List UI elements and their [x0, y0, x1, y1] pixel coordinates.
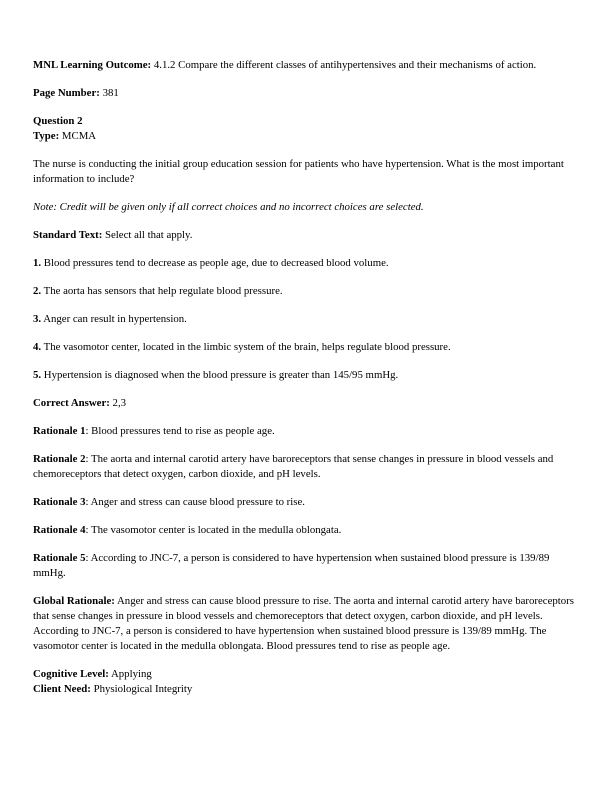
- choice-2-number: 2.: [33, 285, 42, 297]
- question-header: [33, 114, 581, 144]
- choice-2-text: The aorta has sensors that help regulate blood pressure.: [41, 285, 283, 297]
- rationale-3: [33, 495, 581, 510]
- rationale-1-text: : Blood pressures tend to rise as people age.: [85, 425, 275, 437]
- global-rationale: [33, 594, 581, 654]
- standard-text-value: Select all that apply.: [102, 229, 193, 241]
- question-stem: The nurse is conducting the initial group education session for patients who have hypertension. What is the most important information to include?: [33, 158, 564, 185]
- choice-3-number: 3.: [33, 313, 42, 325]
- standard-text-label: Standard Text:: [33, 229, 103, 241]
- choice-4-text: The vasomotor center, located in the limbic system of the brain, helps regulate blood pressure.: [41, 341, 451, 353]
- choice-4: [33, 340, 581, 355]
- document-content: [33, 58, 581, 710]
- correct-answer-value: 2,3: [109, 397, 127, 409]
- client-need-value: Physiological Integrity: [90, 683, 193, 695]
- cognitive-level-label: Cognitive Level:: [33, 668, 109, 680]
- page-number-label: Page Number:: [33, 87, 100, 99]
- choice-1-number: 1.: [33, 257, 42, 269]
- choice-4-number: 4.: [33, 341, 42, 353]
- choice-1: [33, 256, 581, 271]
- choice-3-text: Anger can result in hypertension.: [41, 313, 187, 325]
- global-rationale-label: Global Rationale:: [33, 595, 115, 607]
- rationale-4-label: Rationale 4: [33, 524, 86, 536]
- cognitive-level: [33, 667, 581, 682]
- classification-footer: [33, 667, 581, 697]
- client-need-label: Client Need:: [33, 683, 91, 695]
- mnl-learning-outcome: [33, 58, 581, 73]
- rationale-2-label: Rationale 2: [33, 453, 86, 465]
- choice-1-text: Blood pressures tend to decrease as people age, due to decreased blood volume.: [41, 257, 389, 269]
- mnl-learning-outcome-label: MNL Learning Outcome:: [33, 59, 152, 71]
- rationale-4-text: : The vasomotor center is located in the medulla oblongata.: [85, 524, 342, 536]
- question-type-label: Type:: [33, 130, 60, 142]
- page-number-value: 381: [99, 87, 119, 99]
- question-heading-text: Question 2: [33, 115, 83, 127]
- question-type: [33, 129, 581, 144]
- standard-text: [33, 228, 581, 243]
- credit-note: Note: Credit will be given only if all correct choices and no incorrect choices are selected.: [33, 201, 424, 213]
- cognitive-level-value: Applying: [108, 668, 152, 680]
- rationale-5: [33, 551, 581, 581]
- choice-2: [33, 284, 581, 299]
- rationale-4: [33, 523, 581, 538]
- rationale-1: [33, 424, 581, 439]
- rationale-2: [33, 452, 581, 482]
- correct-answer-label: Correct Answer:: [33, 397, 110, 409]
- mnl-learning-outcome-text: 4.1.2 Compare the different classes of antihypertensives and their mechanisms of action.: [151, 59, 537, 71]
- rationale-1-label: Rationale 1: [33, 425, 86, 437]
- rationale-3-text: : Anger and stress can cause blood pressure to rise.: [85, 496, 305, 508]
- choice-5-number: 5.: [33, 369, 42, 381]
- global-rationale-text: Anger and stress can cause blood pressure to rise. The aorta and internal carotid artery have baroreceptors that sense changes in pressure in blood vessels and chemoreceptors that detect oxygen, carbon dioxide, and pH levels. According to JNC-7, a person is considered to have hypertension when sustained blood pressure is 139/89 mmHg. The vasomotor center is located in the medulla oblongata. Blood pressures tend to rise as people age.: [33, 595, 574, 652]
- rationale-5-text: : According to JNC-7, a person is considered to have hypertension when sustained blood pressure is 139/89 mmHg.: [33, 552, 550, 579]
- question-type-value: MCMA: [59, 130, 97, 142]
- client-need: [33, 682, 581, 697]
- choice-5: [33, 368, 581, 383]
- choice-5-text: Hypertension is diagnosed when the blood pressure is greater than 145/95 mmHg.: [41, 369, 399, 381]
- rationale-2-text: : The aorta and internal carotid artery have baroreceptors that sense changes in pressure in blood vessels and chemoreceptors that detect oxygen, carbon dioxide, and pH levels.: [33, 453, 554, 480]
- correct-answer: [33, 396, 581, 411]
- page-number: [33, 86, 581, 101]
- rationale-3-label: Rationale 3: [33, 496, 86, 508]
- rationale-5-label: Rationale 5: [33, 552, 86, 564]
- question-heading: [33, 114, 581, 129]
- choice-3: [33, 312, 581, 327]
